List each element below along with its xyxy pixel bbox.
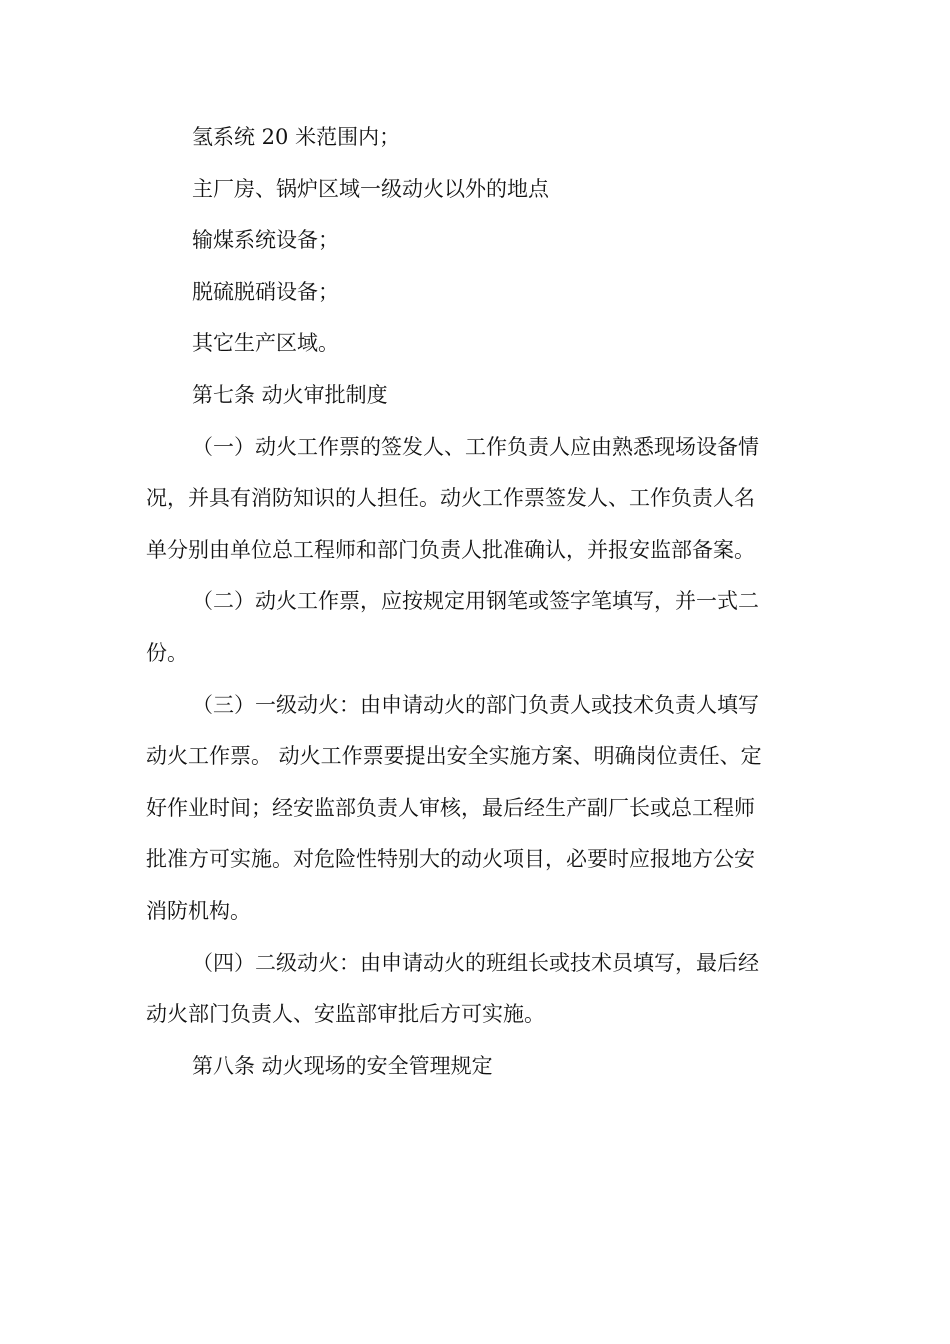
paragraph-3-line-3: 好作业时间；经安监部负责人审核，最后经生产副厂长或总工程师 [146,795,755,820]
paragraph-3-line-1: （三）一级动火：由申请动火的部门负责人或技术负责人填写 [192,692,759,717]
article-7-heading: 第七条 动火审批制度 [192,382,388,407]
list-item-coal-conveying: 输煤系统设备； [192,228,339,253]
paragraph-1-line-2: 况，并具有消防知识的人担任。动火工作票签发人、工作负责人名 [146,486,755,511]
paragraph-3-line-2: 动火工作票。 动火工作票要提出安全实施方案、明确岗位责任、定 [146,744,762,769]
list-item-desulfurization: 脱硫脱硝设备； [192,279,339,304]
paragraph-3-line-4: 批准方可实施。对危险性特别大的动火项目，必要时应报地方公安 [146,847,755,872]
article-8-heading: 第八条 动火现场的安全管理规定 [192,1053,493,1078]
paragraph-1-line-1: （一）动火工作票的签发人、工作负责人应由熟悉现场设备情 [192,434,759,459]
list-item-main-plant: 主厂房、锅炉区域一级动火以外的地点 [192,176,549,201]
paragraph-1-line-3: 单分别由单位总工程师和部门负责人批准确认，并报安监部备案。 [146,537,755,562]
paragraph-2-line-1: （二）动火工作票，应按规定用钢笔或签字笔填写，并一式二 [192,589,759,614]
list-item-other-areas: 其它生产区域。 [192,331,339,356]
document-body [146,112,806,1092]
paragraph-2-line-2: 份。 [146,640,188,665]
paragraph-4-line-2: 动火部门负责人、安监部审批后方可实施。 [146,1002,545,1027]
paragraph-3-line-5: 消防机构。 [146,898,251,923]
paragraph-4-line-1: （四）二级动火：由申请动火的班组长或技术员填写，最后经 [192,950,759,975]
list-item-hydrogen-system: 氢系统 20 米范围内； [192,125,401,149]
